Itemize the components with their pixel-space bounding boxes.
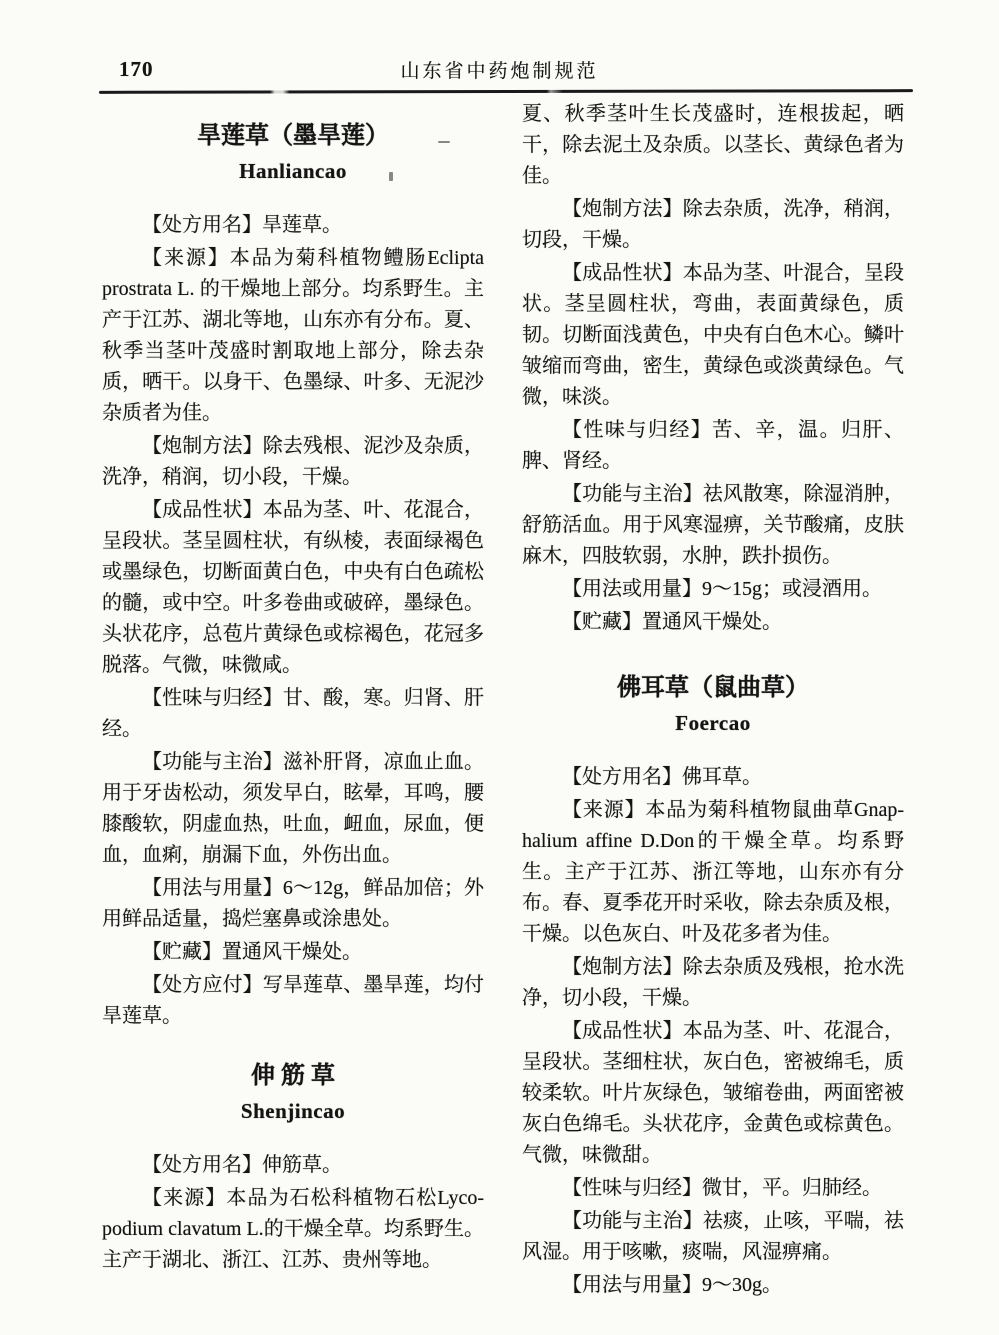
running-header-title: 山东省中药炮制规范	[400, 61, 599, 82]
para-function-indication: 【功能与主治】滋补肝肾，凉血止血。用于牙齿松动，须发早白，眩晕，耳鸣，腰膝酸软，阴虚血热，吐血，衄血，尿血，便血，血痢，崩漏下血，外伤出血。	[102, 751, 484, 866]
para-prescription-dispensing: 【处方应付】写旱莲草、墨旱莲，均付旱莲草。	[102, 974, 484, 1027]
header-rule	[99, 89, 913, 94]
para-taste-meridian: 【性味与归经】甘、酸，寒。归肾、肝经。	[102, 687, 484, 740]
para-prescription-name: 【处方用名】伸筋草。	[142, 1154, 342, 1176]
entry-pinyin-shenjincao: Shenjincao	[240, 1099, 346, 1123]
para-source: 【来源】本品为菊科植物鼠曲草Gnap-halium affine D.Don的干燥全草。均系野生。主产于江苏、浙江等地，山东亦有分布。春、夏季花开时采收，除去杂质及根，干燥。以色灰白、叶及花多者为佳。	[522, 799, 904, 945]
entry-title-foercao: 佛耳草（鼠曲草）	[617, 675, 809, 701]
para-source-continued: 夏、秋季茎叶生长茂盛时，连根拔起，晒干，除去泥土及杂质。以茎长、黄绿色者为佳。	[522, 103, 904, 187]
para-processing-method: 【炮制方法】除去残根、泥沙及杂质，洗净，稍润，切小段，干燥。	[102, 435, 484, 488]
para-source: 【来源】本品为菊科植物鳢肠Eclipta prostrata L. 的干燥地上部分。均系野生。主产于江苏、湖北等地，山东亦有分布。夏、秋季当茎叶茂盛时割取地上部分，除去杂质，晒干。以身干、色墨绿、叶多、无泥沙杂质者为佳。	[102, 247, 484, 424]
para-dosage: 【用法或用量】9～15g；或浸酒用。	[562, 578, 882, 600]
para-dosage: 【用法与用量】9～30g。	[562, 1274, 782, 1296]
entry-pinyin-foercao: Foercao	[675, 711, 751, 735]
para-prescription-name: 【处方用名】佛耳草。	[562, 766, 762, 788]
left-column	[102, 114, 484, 1278]
para-function-indication: 【功能与主治】祛痰，止咳，平喘，祛风湿。用于咳嗽，痰喘，风湿痹痛。	[522, 1210, 904, 1263]
para-processing-method: 【炮制方法】除去杂质及残根，抢水洗净，切小段，干燥。	[522, 956, 904, 1009]
scan-speck	[389, 172, 393, 181]
para-processing-method: 【炮制方法】除去杂质，洗净，稍润，切段，干燥。	[522, 198, 904, 251]
entry-title-shenjincao: 伸 筋 草	[251, 1063, 335, 1089]
right-column	[522, 97, 904, 1303]
scan-speck	[438, 141, 450, 143]
para-source: 【来源】本品为石松科植物石松Lyco-podium clavatum L.的干燥全草。均系野生。主产于湖北、浙江、江苏、贵州等地。	[102, 1187, 484, 1271]
para-taste-meridian: 【性味与归经】苦、辛，温。归肝、脾、肾经。	[522, 419, 904, 472]
para-prescription-name: 【处方用名】旱莲草。	[142, 214, 342, 236]
para-product-properties: 【成品性状】本品为茎、叶、花混合，呈段状。茎细柱状，灰白色，密被绵毛，质较柔软。叶片灰绿色，皱缩卷曲，两面密被灰白色绵毛。头状花序，金黄色或棕黄色。气微，味微甜。	[522, 1020, 904, 1166]
para-storage: 【贮藏】置通风干燥处。	[142, 941, 362, 963]
para-function-indication: 【功能与主治】祛风散寒，除湿消肿，舒筋活血。用于风寒湿痹，关节酸痛，皮肤麻木，四肢软弱，水肿，跌扑损伤。	[522, 483, 904, 567]
entry-pinyin-hanliancao: Hanliancao	[239, 159, 347, 183]
para-product-properties: 【成品性状】本品为茎、叶混合，呈段状。茎呈圆柱状，弯曲，表面黄绿色，质韧。切断面浅黄色，中央有白色木心。鳞叶皱缩而弯曲，密生，黄绿色或淡黄绿色。气微，味淡。	[522, 262, 904, 408]
entry-title-hanliancao: 旱莲草（墨旱莲）	[197, 123, 389, 149]
para-taste-meridian: 【性味与归经】微甘，平。归肺经。	[562, 1177, 882, 1199]
para-dosage: 【用法与用量】6～12g，鲜品加倍；外用鲜品适量，捣烂塞鼻或涂患处。	[102, 877, 484, 930]
para-storage: 【贮藏】置通风干燥处。	[562, 611, 782, 633]
page-number: 170	[119, 57, 154, 81]
para-product-properties: 【成品性状】本品为茎、叶、花混合，呈段状。茎呈圆柱状，有纵棱，表面绿褐色或墨绿色，切断面黄白色，中央有白色疏松的髓，或中空。叶多卷曲或破碎，墨绿色。头状花序，总苞片黄绿色或棕褐色，花冠多脱落。气微，味微咸。	[102, 499, 484, 676]
